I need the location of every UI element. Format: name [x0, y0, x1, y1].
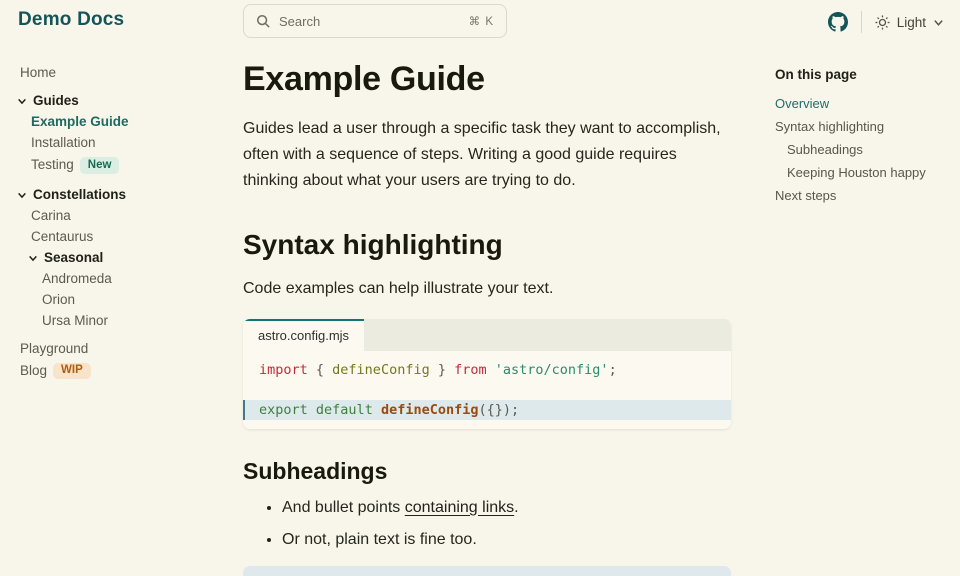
sidebar-item-home[interactable]: Home	[20, 65, 57, 80]
search-placeholder: Search	[279, 13, 321, 29]
toc-item-syntax-highlighting[interactable]: Syntax highlighting	[775, 119, 885, 135]
main-content	[243, 44, 731, 576]
sidebar-item-centaurus[interactable]: Centaurus	[31, 228, 94, 244]
sidebar-group-constellations[interactable]: Constellations	[20, 188, 243, 202]
sun-icon	[875, 15, 890, 30]
bullet-list	[243, 498, 731, 551]
code-content[interactable]	[243, 351, 731, 429]
chevron-down-icon	[17, 190, 27, 200]
list-item: • And bullet points containing links.	[282, 498, 731, 519]
github-icon[interactable]	[828, 12, 848, 32]
on-this-page-panel	[775, 44, 950, 210]
sidebar-item-playground[interactable]: Playground	[20, 340, 89, 356]
code-tab-bar	[243, 319, 731, 351]
site-header	[0, 0, 960, 44]
code-line-1: import { defineConfig } from 'astro/config';	[259, 361, 617, 378]
toc-item-subheadings[interactable]: Subheadings	[787, 142, 863, 158]
search-shortcut: ⌘ K	[468, 16, 494, 28]
wip-badge: WIP	[53, 363, 91, 380]
search-icon	[256, 14, 270, 28]
section-title-syntax-highlighting: Syntax highlighting	[243, 228, 503, 260]
toc-item-overview[interactable]: Overview	[775, 96, 830, 111]
sidebar-group-guides[interactable]: Guides	[20, 94, 243, 108]
containing-links-link[interactable]: containing links	[404, 498, 515, 516]
code-line-3-highlighted: export default defineConfig({});	[243, 400, 731, 420]
toc-item-keeping-houston-happy[interactable]: Keeping Houston happy	[787, 165, 926, 181]
header-divider	[861, 11, 862, 33]
page-title: Example Guide	[243, 60, 485, 98]
toc-item-next-steps[interactable]: Next steps	[775, 188, 837, 204]
theme-select[interactable]	[875, 15, 944, 30]
chevron-down-icon	[28, 253, 38, 263]
syntax-paragraph: Code examples can help illustrate your text.	[243, 279, 554, 297]
intro-paragraph: Guides lead a user through a specific task they want to accomplish, often with a sequence of steps. Writing a good guide requires thinking about what your users are trying to do.	[243, 119, 721, 189]
theme-label: Light	[896, 14, 926, 30]
new-badge: New	[80, 157, 120, 174]
sidebar-group-seasonal[interactable]: Seasonal	[20, 251, 243, 265]
sidebar-item-blog[interactable]: Blog WIP	[20, 363, 243, 380]
code-tab-filename[interactable]: astro.config.mjs	[243, 319, 364, 351]
note-aside-top-edge	[243, 566, 731, 576]
sidebar-item-testing[interactable]: Testing New	[20, 157, 243, 174]
sidebar-nav	[0, 44, 243, 386]
code-line-2	[243, 380, 731, 400]
sidebar-item-andromeda[interactable]: Andromeda	[42, 270, 112, 286]
header-actions	[828, 0, 944, 44]
sidebar-item-example-guide[interactable]: Example Guide	[31, 114, 129, 129]
sidebar-item-carina[interactable]: Carina	[31, 207, 71, 223]
search-input[interactable]	[243, 4, 507, 38]
sidebar-item-ursa-minor[interactable]: Ursa Minor	[42, 312, 109, 328]
code-block	[243, 319, 731, 429]
sidebar-item-orion[interactable]: Orion	[42, 291, 76, 307]
chevron-down-icon	[17, 96, 27, 106]
toc-title: On this page	[775, 67, 857, 82]
list-item: • Or not, plain text is fine too.	[282, 530, 731, 551]
section-title-subheadings: Subheadings	[243, 457, 388, 484]
sidebar-item-installation[interactable]: Installation	[31, 135, 96, 150]
site-title[interactable]: Demo Docs	[18, 9, 125, 30]
chevron-down-icon	[933, 17, 944, 28]
